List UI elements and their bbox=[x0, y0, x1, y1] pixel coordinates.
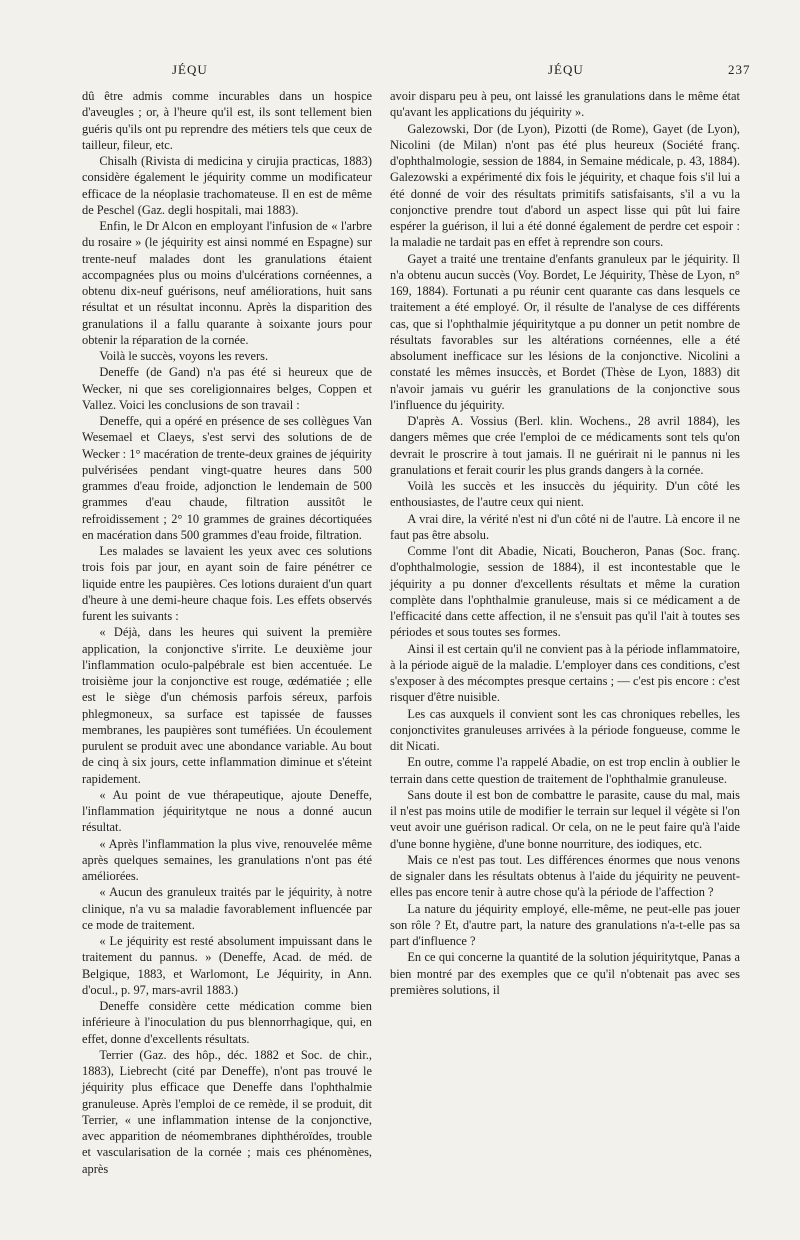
paragraph: Sans doute il est bon de combattre le parasite, cause du mal, mais il n'est pas moins utile de modifier le terrain sur lequel il végète si l'on veut avoir une guérison radical. Or cela, on ne le peut faire qu'à l'aide d'une bonne hygiène, d'une bonne nourriture, des iodiques, etc. bbox=[390, 787, 740, 851]
paragraph: En ce qui concerne la quantité de la solution jéquiritytque, Panas a bien montré par des exemples que ce qu'il n'obtenait pas avec ses premières solutions, il bbox=[390, 950, 740, 997]
paragraph: Comme l'ont dit Abadie, Nicati, Boucheron, Panas (Soc. franç. d'ophthalmologie, session de 1884), il est incontestable que le jéquirity a pu donner d'excellents résultats et même la curation complète dans l'ophthalmie granuleuse, mais si ce médicament a de l'efficacité dans cette affection, il ne s'ensuit pas qu'il l'ait à toutes ses périodes et sous toutes ses formes. bbox=[390, 544, 740, 640]
page-number: 237 bbox=[728, 62, 751, 77]
paragraph: « Déjà, dans les heures qui suivent la première application, la conjonctive s'irrite. Le deuxième jour l'inflammation oculo-palpébrale est bien accentuée. Le troisième jour la conjonctive est rouge, œdématiée ; elle est le siège d'un chémosis parfois séreux, parfois phlegmoneux, sa surface est tapissée de fausses membranes, les paupières sont tuméfiées. Un écoulement purulent se produit avec une abondance variable. Au bout de cinq à six jours, cette inflammation diminue et s'éteint rapidement. bbox=[82, 625, 372, 786]
paragraph: Deneffe, qui a opéré en présence de ses collègues Van Wesemael et Claeys, s'est servi des solutions de de Wecker : 1° macération de trente-deux graines de jéquirity pulvérisées pendant vingt-quatre heures dans 500 grammes d'eau froide, adjonction le lendemain de 500 grammes d'eau chaude, filtration aussitôt le refroidissement ; 2° 10 grammes de graines décortiquées en macération dans 500 grammes d'eau froide, filtration. bbox=[82, 414, 372, 542]
paragraph: D'après A. Vossius (Berl. klin. Wochens., 28 avril 1884), les dangers mêmes que crée l'emploi de ce médicaments sont tels qu'on devrait le proscrire à tout jamais. Il ne guérirait ni le pannus ni les granulations et ferait courir les plus grands dangers à la cornée. bbox=[390, 414, 740, 477]
paragraph: Les malades se lavaient les yeux avec ces solutions trois fois par jour, en ayant soin de faire pénétrer ce liquide entre les paupières. Ces lotions duraient d'un quart d'heure à une demi-heure chaque fois. Les effets observés furent les suivants : bbox=[82, 544, 372, 623]
paragraph: Enfin, le Dr Alcon en employant l'infusion de « l'arbre du rosaire » (le jéquirity est ainsi nommé en Espagne) sur trente-neuf malades dont les granulations étaient accompagnées plus ou moins d'ulcérations cornéennes, a obtenu dix-neuf guérisons, neuf améliorations, huit sans résultat et un résultat inconnu. Après la disparition des granulations il a fallu quarante à soixante jours pour obtenir la réparation de la cornée. bbox=[82, 219, 372, 347]
paragraph: Deneffe (de Gand) n'a pas été si heureux que de Wecker, ni que ses coreligionnaires belges, Coppen et Vallez. Voici les conclusions de son travail : bbox=[82, 365, 372, 412]
paragraph: « Aucun des granuleux traités par le jéquirity, à notre clinique, n'a vu sa maladie favorablement influencée par ce mode de traitement. bbox=[82, 885, 372, 932]
paragraph: « Après l'inflammation la plus vive, renouvelée même après quelques semaines, les granulations n'ont pas été améliorées. bbox=[82, 836, 372, 883]
paragraph: Ainsi il est certain qu'il ne convient pas à la période inflammatoire, à la période aiguë de la maladie. L'employer dans ces conditions, c'est s'exposer à des mécomptes presque certains ; — c'est pis encore : c'est risquer d'être nuisible. bbox=[390, 641, 740, 705]
paragraph: Voilà le succès, voyons les revers. bbox=[99, 349, 269, 363]
header-title-right: JÉQU bbox=[548, 62, 584, 77]
paragraph: A vrai dire, la vérité n'est ni d'un côté ni de l'autre. Là encore il ne faut pas être absolu. bbox=[390, 511, 740, 542]
left-column bbox=[82, 88, 372, 1177]
header-title-left: JÉQU bbox=[172, 62, 208, 77]
paragraph: Terrier (Gaz. des hôp., déc. 1882 et Soc. de chir., 1883), Liebrecht (cité par Deneffe), n'ont pas trouvé le jéquirity plus efficace que Deneffe dans l'ophthalmie granuleuse. Après l'emploi de ce remède, il se produit, dit Terrier, « une inflammation intense de la conjonctive, avec apparition de néomembranes diphthéroïdes, trouble et vascularisation de la cornée ; mais ces phénomènes, après bbox=[82, 1047, 372, 1176]
paragraph: « Au point de vue thérapeutique, ajoute Deneffe, l'inflammation jéquiritytque ne nous a donné aucun résultat. bbox=[82, 787, 372, 835]
paragraph: avoir disparu peu à peu, ont laissé les granulations dans le même état qu'avant les applications du jéquirity ». bbox=[390, 89, 740, 120]
paragraph: Mais ce n'est pas tout. Les différences énormes que nous venons de signaler dans les résultats obtenus à l'aide du jéquirity ne peuvent-elles pas encore tenir à autre chose qu'à la période de l'affection ? bbox=[390, 852, 740, 900]
paragraph: Les cas auxquels il convient sont les cas chroniques rebelles, les conjonctivites granuleuses arrivées à la période fongueuse, comme le dit Nicati. bbox=[390, 706, 740, 753]
paragraph: Gayet a traité une trentaine d'enfants granuleux par le jéquirity. Il n'a obtenu aucun succès (Voy. Bordet, Le Jéquirity, Thèse de Lyon, n° 169, 1884). Fortunati a pu réunir cent quarante cas dans lesquels ce traitement a été employé. Or, il résulte de l'analyse de ces différents cas, que si l'ophthalmie jéquiritytque a pu donner un petit nombre de résultats favorables sur les altérations cornéennes, elle a été absolument inefficace sur les lésions de la conjonctive. Nicolini a constaté les mêmes insuccès, et Bordet (Thèse de Lyon, 1883) dit n'avoir jamais vu guérir les granulations de la conjonctive sous l'influence du jéquirity. bbox=[390, 251, 740, 412]
paragraph: « Le jéquirity est resté absolument impuissant dans le traitement du pannus. » (Deneffe, Acad. de méd. de Belgique, 1883, et Warlomont, Le Jéquirity, in Ann. d'ocul., p. 97, mars-avril 1883.) bbox=[82, 934, 372, 997]
paragraph: Chisalh (Rivista di medicina y cirujia practicas, 1883) considère également le jéquirity comme un modificateur efficace de la néoplasie trachomateuse. Il en est de même de Peschel (Gaz. degli hospitali, mai 1883). bbox=[82, 154, 372, 217]
paragraph: En outre, comme l'a rappelé Abadie, on est trop enclin à oublier le terrain dans cette question de traitement de l'ophthalmie granuleuse. bbox=[390, 755, 740, 786]
right-column bbox=[390, 88, 740, 998]
paragraph: Deneffe considère cette médication comme bien inférieure à l'inoculation du pus blennorrhagique, qui, en effet, donne d'excellents résultats. bbox=[82, 999, 372, 1046]
running-header bbox=[0, 62, 800, 82]
paragraph: dû être admis comme incurables dans un hospice d'aveugles ; or, à l'heure qu'il est, ils sont tellement bien guéris qu'ils ont pu reprendre des métiers tels que ceux de tailleur, fileur, etc. bbox=[82, 89, 372, 152]
paragraph: Galezowski, Dor (de Lyon), Pizotti (de Rome), Gayet (de Lyon), Nicolini (de Milan) n'ont pas été plus heureux (Société franç. d'ophthalmologie, session de 1884, in Semaine médicale, p. 43, 1884). Galezowski a expérimenté dix fois le jéquirity, et chaque fois s'il lui a été donné de voir des résultats primitifs satisfaisants, s'il a vu la conjonctive prendre tout d'abord un aspect lisse qui pût lui faire espérer la guérison, il lui a été donné également de perdre cet espoir : la maladie ne tardait pas en effet à reprendre son cours. bbox=[390, 121, 740, 250]
paragraph: Voilà les succès et les insuccès du jéquirity. D'un côté les enthousiastes, de l'autre ceux qui nient. bbox=[390, 479, 740, 510]
paragraph: La nature du jéquirity employé, elle-même, ne peut-elle pas jouer son rôle ? Et, d'autre part, la nature des granulations n'a-t-elle pas sa part d'influence ? bbox=[390, 901, 740, 948]
